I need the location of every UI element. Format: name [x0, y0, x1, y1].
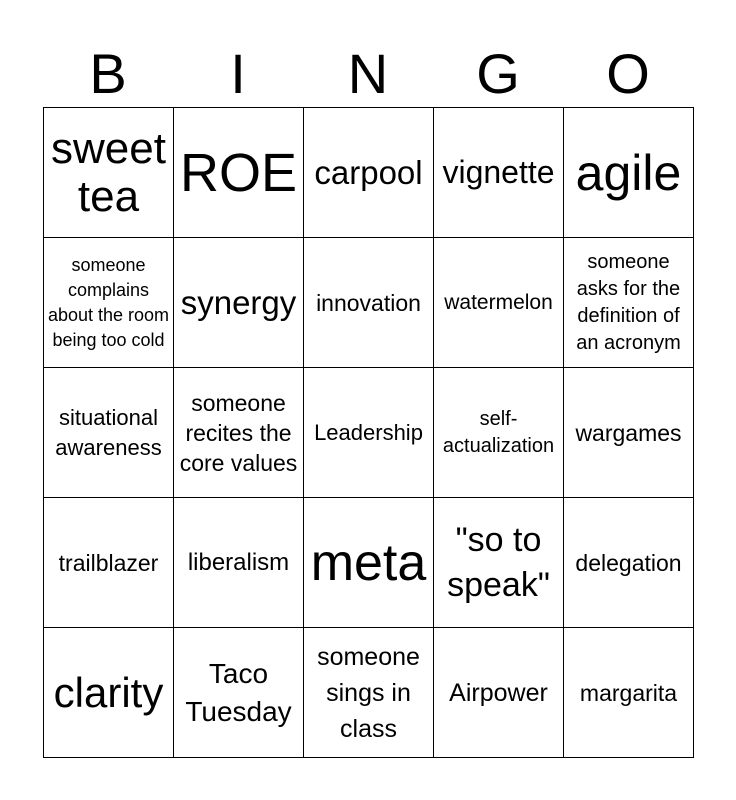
bingo-cell[interactable]	[304, 238, 434, 368]
bingo-cell[interactable]	[174, 368, 304, 498]
header-letter-b: B	[89, 42, 127, 105]
cell-text: synergy	[180, 284, 297, 321]
bingo-cell[interactable]	[174, 628, 304, 758]
bingo-cell[interactable]	[564, 368, 694, 498]
cell-text: margarita	[579, 679, 678, 706]
header-letter-g: G	[476, 42, 520, 105]
cell-text: self-actualization	[442, 407, 555, 457]
header-letter-n: N	[347, 42, 389, 105]
bingo-cell[interactable]	[434, 108, 564, 238]
bingo-cell[interactable]	[434, 498, 564, 628]
cell-text: Leadership	[314, 419, 423, 445]
cell-text: sweet tea	[51, 123, 166, 221]
bingo-cell[interactable]	[564, 238, 694, 368]
cell-text: "so to speak"	[447, 520, 550, 604]
cell-text: watermelon	[444, 290, 553, 314]
bingo-cell[interactable]	[304, 628, 434, 758]
cell-text: someone complains about the room being too cold	[47, 254, 170, 350]
bingo-cell[interactable]	[434, 238, 564, 368]
bingo-cell[interactable]	[304, 108, 434, 238]
bingo-cell[interactable]	[174, 498, 304, 628]
bingo-cell[interactable]	[44, 498, 174, 628]
cell-text: delegation	[575, 549, 682, 576]
bingo-cell[interactable]	[44, 368, 174, 498]
bingo-cell[interactable]	[304, 498, 434, 628]
bingo-cell[interactable]	[564, 498, 694, 628]
bingo-cell[interactable]	[434, 368, 564, 498]
bingo-cell[interactable]	[174, 108, 304, 238]
bingo-cell[interactable]	[44, 108, 174, 238]
cell-text: someone sings in class	[317, 642, 420, 743]
cell-text: ROE	[179, 142, 298, 203]
header-letter-o: O	[606, 42, 650, 105]
cell-text: agile	[575, 144, 682, 201]
cell-text: carpool	[314, 154, 423, 191]
bingo-cell[interactable]	[44, 628, 174, 758]
cell-text: clarity	[53, 668, 164, 716]
cell-text: liberalism	[187, 548, 290, 576]
bingo-board	[43, 107, 694, 758]
cell-text: someone recites the core values	[179, 389, 298, 476]
bingo-cell[interactable]	[304, 368, 434, 498]
cell-text: Taco Tuesday	[185, 657, 292, 727]
cell-text: trailblazer	[58, 549, 159, 576]
bingo-header	[43, 40, 693, 108]
header-letter-i: I	[230, 42, 246, 105]
bingo-cell[interactable]	[564, 628, 694, 758]
bingo-cell[interactable]	[44, 238, 174, 368]
cell-text: meta	[310, 533, 427, 592]
cell-text: Airpower	[449, 678, 548, 707]
cell-text: situational awareness	[55, 404, 162, 460]
bingo-cell[interactable]	[564, 108, 694, 238]
bingo-cell[interactable]	[174, 238, 304, 368]
bingo-cell[interactable]	[434, 628, 564, 758]
cell-text: innovation	[316, 289, 421, 316]
cell-text: wargames	[575, 419, 682, 446]
cell-text: someone asks for the definition of an acronym	[576, 250, 681, 354]
cell-text: vignette	[442, 154, 555, 190]
